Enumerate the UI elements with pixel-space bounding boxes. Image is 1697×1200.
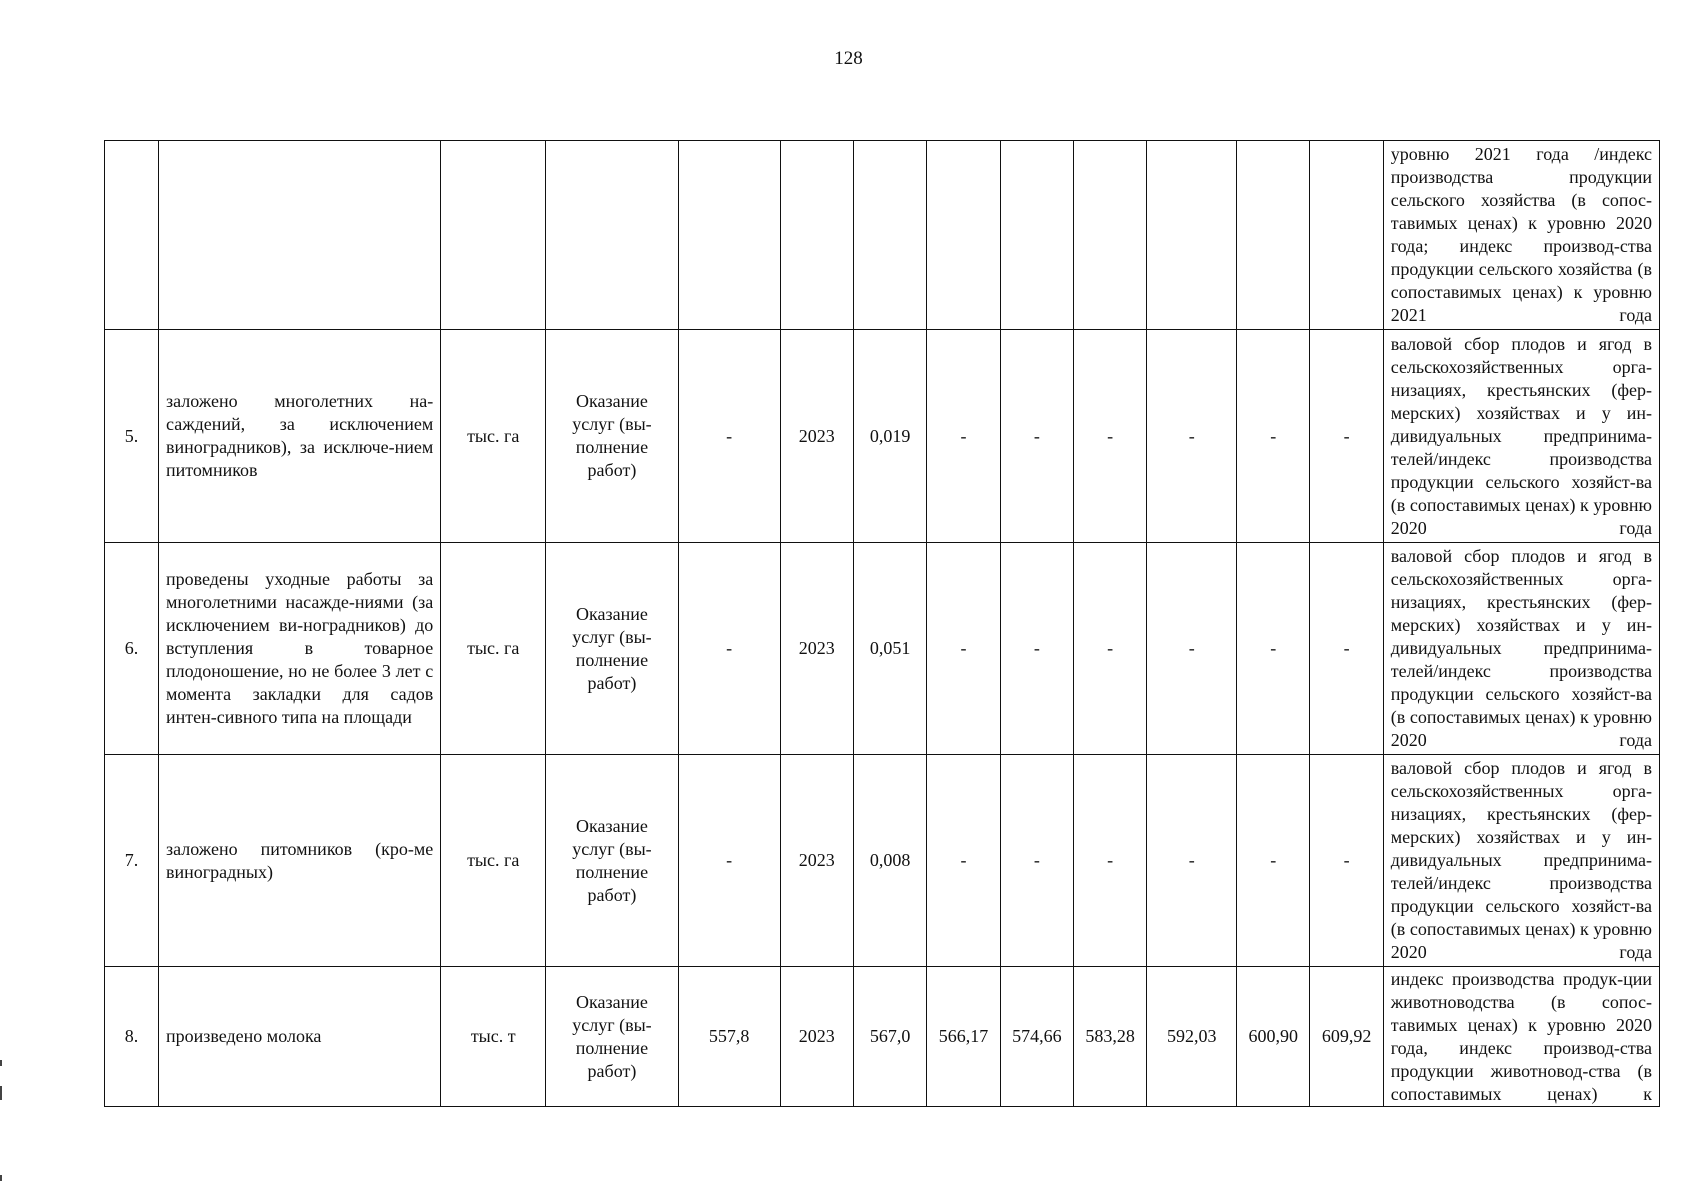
type-cell: Оказание услуг (вы-полнение работ) — [546, 330, 678, 543]
indicator-name-cell — [159, 141, 441, 330]
value-cell: - — [1000, 543, 1073, 755]
value-cell: 0,008 — [853, 755, 926, 967]
table-row — [105, 141, 1660, 330]
value-cell: - — [1310, 330, 1383, 543]
value-cell — [927, 141, 1000, 330]
value-cell: - — [1237, 330, 1310, 543]
table-row — [105, 330, 1660, 543]
unit-cell: тыс. га — [441, 543, 546, 755]
value-cell — [1237, 141, 1310, 330]
value-cell: - — [1310, 755, 1383, 967]
value-cell — [1074, 141, 1147, 330]
table-row — [105, 967, 1660, 1107]
value-cell: 574,66 — [1000, 967, 1073, 1107]
description-cell: валовой сбор плодов и ягод в сельскохозяйственных орга-низациях, крестьянских (фер-мерских) хозяйствах и у ин-дивидуальных предпринима-телей/индекс производства продукции сельского хозяйст-ва (в сопоставимых ценах) к уровню 2020 года — [1383, 755, 1659, 967]
value-cell: 592,03 — [1147, 967, 1237, 1107]
value-cell: - — [927, 755, 1000, 967]
value-cell: - — [678, 755, 780, 967]
value-cell: - — [1147, 543, 1237, 755]
page-number: 128 — [834, 48, 863, 69]
value-cell: - — [927, 330, 1000, 543]
value-cell: - — [1074, 755, 1147, 967]
unit-cell: тыс. га — [441, 755, 546, 967]
value-cell: 557,8 — [678, 967, 780, 1107]
description-cell: валовой сбор плодов и ягод в сельскохозяйственных орга-низациях, крестьянских (фер-мерских) хозяйствах и у ин-дивидуальных предпринима-телей/индекс производства продукции сельского хозяйст-ва (в сопоставимых ценах) к уровню 2020 года — [1383, 543, 1659, 755]
value-cell: - — [1147, 330, 1237, 543]
value-cell: 2023 — [780, 330, 853, 543]
type-cell: Оказание услуг (вы-полнение работ) — [546, 543, 678, 755]
value-cell: - — [1147, 755, 1237, 967]
margin-mark — [0, 1060, 2, 1066]
unit-cell: тыс. га — [441, 330, 546, 543]
type-cell: Оказание услуг (вы-полнение работ) — [546, 755, 678, 967]
margin-mark — [0, 1086, 2, 1100]
row-number-cell: 5. — [105, 330, 159, 543]
value-cell: - — [1237, 543, 1310, 755]
value-cell: 566,17 — [927, 967, 1000, 1107]
description-cell: индекс производства продук-ции животноводства (в сопос-тавимых ценах) к уровню 2020 года, индекс производ-ства продукции животновод-ства (в сопоставимых ценах) к — [1383, 967, 1659, 1107]
indicator-name-cell: заложено питомников (кро-ме виноградных) — [159, 755, 441, 967]
type-cell — [546, 141, 678, 330]
table-row — [105, 755, 1660, 967]
value-cell: 0,019 — [853, 330, 926, 543]
unit-cell — [441, 141, 546, 330]
value-cell — [853, 141, 926, 330]
value-cell: - — [1237, 755, 1310, 967]
row-number-cell — [105, 141, 159, 330]
value-cell — [1310, 141, 1383, 330]
indicator-name-cell: проведены уходные работы за многолетними насажде-ниями (за исключением ви-ноградников) до вступления в товарное плодоношение, но не более 3 лет с момента закладки для садов интен-сивного типа на площади — [159, 543, 441, 755]
value-cell: 0,051 — [853, 543, 926, 755]
indicator-name-cell: заложено многолетних на-саждений, за исключением виноградников), за исключе-нием питомников — [159, 330, 441, 543]
description-cell: уровню 2021 года /индекс производства продукции сельского хозяйства (в сопос-тавимых ценах) к уровню 2020 года; индекс производ-ства продукции сельского хозяйства (в сопоставимых ценах) к уровню 2021 года — [1383, 141, 1659, 330]
document-table — [104, 140, 1660, 1107]
value-cell: - — [678, 543, 780, 755]
table-row — [105, 543, 1660, 755]
value-cell: - — [1074, 330, 1147, 543]
type-cell: Оказание услуг (вы-полнение работ) — [546, 967, 678, 1107]
value-cell: - — [927, 543, 1000, 755]
row-number-cell: 6. — [105, 543, 159, 755]
table-body — [105, 141, 1660, 1107]
value-cell: - — [678, 330, 780, 543]
value-cell: - — [1000, 755, 1073, 967]
value-cell: 2023 — [780, 967, 853, 1107]
value-cell: - — [1000, 330, 1073, 543]
indicator-name-cell: произведено молока — [159, 967, 441, 1107]
margin-mark — [0, 1175, 2, 1181]
value-cell: 2023 — [780, 543, 853, 755]
value-cell: 609,92 — [1310, 967, 1383, 1107]
value-cell — [1000, 141, 1073, 330]
value-cell: 583,28 — [1074, 967, 1147, 1107]
value-cell: 2023 — [780, 755, 853, 967]
value-cell: 567,0 — [853, 967, 926, 1107]
value-cell: 600,90 — [1237, 967, 1310, 1107]
value-cell: - — [1074, 543, 1147, 755]
value-cell — [780, 141, 853, 330]
value-cell: - — [1310, 543, 1383, 755]
value-cell — [1147, 141, 1237, 330]
value-cell — [678, 141, 780, 330]
description-cell: валовой сбор плодов и ягод в сельскохозяйственных орга-низациях, крестьянских (фер-мерских) хозяйствах и у ин-дивидуальных предпринима-телей/индекс производства продукции сельского хозяйст-ва (в сопоставимых ценах) к уровню 2020 года — [1383, 330, 1659, 543]
row-number-cell: 8. — [105, 967, 159, 1107]
row-number-cell: 7. — [105, 755, 159, 967]
unit-cell: тыс. т — [441, 967, 546, 1107]
